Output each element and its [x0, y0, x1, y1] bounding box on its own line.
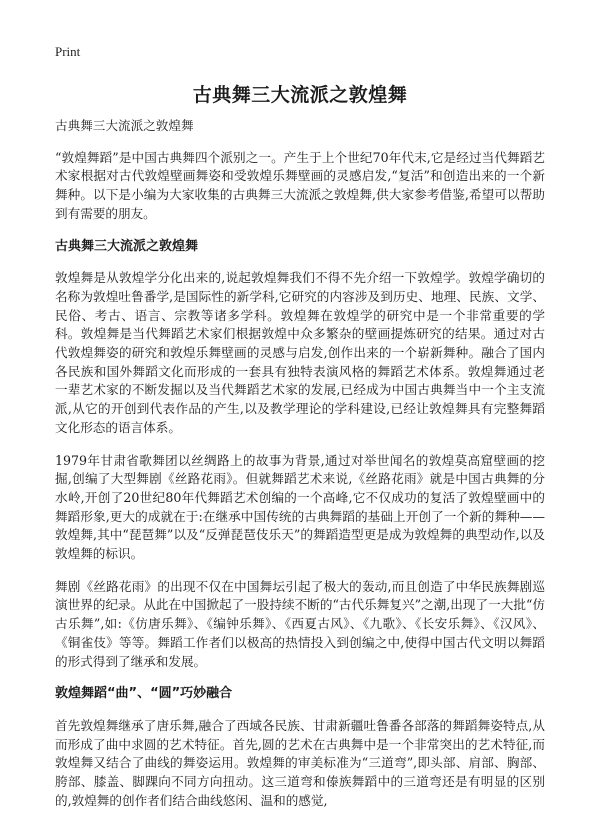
- section-heading: 古典舞三大流派之敦煌舞: [55, 238, 199, 254]
- intro-paragraph: “敦煌舞蹈”是中国古典舞四个派别之一。产生于上个世纪70年代末,它是经过当代舞蹈艺术家根据对古代敦煌壁画舞姿和受敦煌乐舞壁画的灵感启发,“复活”和创造出来的一个新舞种。以下是小编为大家收集的古典舞三大流派之敦煌舞,供大家参考借鉴,希望可以帮助到有需要的朋友。: [55, 149, 545, 221]
- paragraph: 舞剧《丝路花雨》的出现不仅在中国舞坛引起了极大的轰动,而且创造了中华民族舞剧巡演世界的纪录。从此在中国掀起了一股持续不断的“古代乐舞复兴”之潮,出现了一大批“仿古乐舞”,如:《仿唐乐舞》、《编钟乐舞》、《西夏古风》、《九歌》、《长安乐舞》、《汉风》、《铜雀伎》等等。舞蹈工作者们以极高的热情投入到创编之中,使得中国古代文明以舞蹈的形式得到了继承和发展。: [55, 578, 545, 669]
- paragraph: 首先敦煌舞继承了唐乐舞,融合了西域各民族、甘肃新疆吐鲁番各部落的舞蹈舞姿特点,从而形成了曲中求圆的艺术特征。首先,圆的艺术在古典舞中是一个非常突出的艺术特征,而敦煌舞又结合了曲线的舞姿运用。敦煌舞的审美标准为“三道弯”,即头部、肩部、胸部、胯部、膝盖、脚踝向不同方向扭动。这三道弯和傣族舞蹈中的三道弯还是有明显的区别的,敦煌舞的创作者们结合曲线悠闲、温和的感觉,: [55, 717, 545, 808]
- document-body: [55, 117, 545, 825]
- document-title: 古典舞三大流派之敦煌舞: [192, 84, 408, 106]
- paragraph: 1979年甘肃省歌舞团以丝绸路上的故事为背景,通过对举世闻名的敦煌莫高窟壁画的挖掘,创编了大型舞剧《丝路花雨》。但就舞蹈艺术来说,《丝路花雨》就是中国古典舞的分水岭,开创了20世纪80年代舞蹈艺术创编的一个高峰,它不仅成功的复活了敦煌壁画中的舞蹈形象,更大的成就在于:在继承中国传统的古典舞蹈的基础上开创了一个新的舞种——敦煌舞,其中“琵琶舞”以及“反弹琵琶伎乐天”的舞蹈造型更是成为敦煌舞的典型动作,以及敦煌舞的标识。: [55, 452, 545, 562]
- section-heading: 敦煌舞蹈“曲”、“圆”巧妙融合: [55, 686, 233, 702]
- document-subtitle: 古典舞三大流派之敦煌舞: [55, 118, 194, 133]
- paragraph: 敦煌舞是从敦煌学分化出来的,说起敦煌舞我们不得不先介绍一下敦煌学。敦煌学确切的名称为敦煌吐鲁番学,是国际性的新学科,它研究的内容涉及到历史、地理、民族、文学、民俗、考古、语言、宗教等诸多学科。敦煌舞在敦煌学的研究中是一个非常重要的学科。敦煌舞是当代舞蹈艺术家们根据敦煌中众多繁杂的壁画提炼研究的结果。通过对古代敦煌舞姿的研究和敦煌乐舞壁画的灵感与启发,创作出来的一个崭新舞种。融合了国内各民族和国外舞蹈文化而形成的一套具有独特表演风格的舞蹈艺术体系。敦煌舞通过老一辈艺术家的不断发掘以及当代舞蹈艺术家的发展,已经成为中国古典舞当中一个主支流派,从它的开创到代表作品的产生,以及教学理论的学科建设,已经让敦煌舞具有完整舞蹈文化形态的语言体系。: [55, 270, 545, 435]
- print-link[interactable]: Print: [55, 44, 81, 59]
